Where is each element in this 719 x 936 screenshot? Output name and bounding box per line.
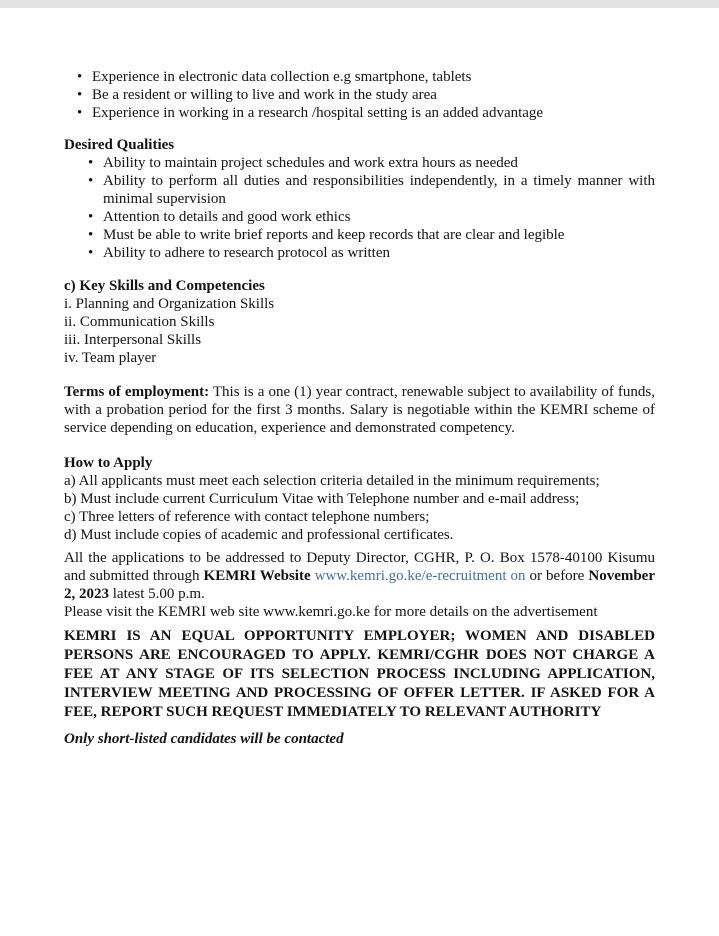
- list-item: c) Three letters of reference with contact telephone numbers;: [64, 509, 430, 525]
- desired-qualities-list: [64, 154, 655, 262]
- submission-text-after: latest 5.00 p.m.: [109, 586, 205, 602]
- list-item: • Ability to maintain project schedules and work extra hours as needed: [64, 154, 655, 172]
- page-top-gutter: [0, 0, 719, 8]
- terms-of-employment-text: This is a one (1) year contract, renewable subject to availability of funds, with a probation period for the first 3 months. Salary is negotiable within the KEMRI scheme of service depending on education, experience and demonstrated competency.: [64, 384, 655, 436]
- list-item: • Must be able to write brief reports and keep records that are clear and legible: [64, 226, 655, 244]
- list-item: b) Must include current Curriculum Vitae with Telephone number and e-mail address;: [64, 491, 580, 507]
- list-item: • Experience in working in a research /hospital setting is an added advantage: [64, 104, 655, 122]
- submission-text: All the applications to be addressed to Deputy Director, CGHR, P. O. Box 1578-40100 Kisumu and submitted through: [64, 550, 655, 584]
- list-item: • Experience in electronic data collection e.g smartphone, tablets: [64, 68, 655, 86]
- list-item: d) Must include copies of academic and professional certificates.: [64, 527, 454, 543]
- kemri-website-label: KEMRI Website: [203, 568, 315, 584]
- list-item: i. Planning and Organization Skills: [64, 296, 275, 312]
- submission-text-between: or before: [525, 568, 589, 584]
- list-item: • Ability to adhere to research protocol as written: [64, 244, 655, 262]
- e-recruitment-link[interactable]: www.kemri.go.ke/e-recruitment on: [314, 568, 526, 584]
- key-skills-heading: c) Key Skills and Competencies: [64, 278, 265, 294]
- list-item: a) All applicants must meet each selection criteria detailed in the minimum requirements;: [64, 473, 600, 489]
- terms-of-employment-paragraph: [64, 383, 655, 437]
- submission-deadline: November 2, 2023: [64, 568, 656, 602]
- list-item: • Be a resident or willing to live and work in the study area: [64, 86, 655, 104]
- requirements-bullet-list: [64, 68, 655, 122]
- list-item: • Attention to details and good work ethics: [64, 208, 655, 226]
- submission-paragraph: [64, 549, 655, 603]
- equal-opportunity-notice: KEMRI IS AN EQUAL OPPORTUNITY EMPLOYER; WOMEN AND DISABLED PERSONS ARE ENCOURAGED TO APPLY. KEMRI/CGHR DOES NOT CHARGE A FEE AT ANY STAGE OF ITS SELECTION PROCESS INCLUDING APPLICATION, INTERVIEW MEETING AND PROCESSING OF OFFER LETTER. IF ASKED FOR A FEE, REPORT SUCH REQUEST IMMEDIATELY TO RELEVANT AUTHORITY: [64, 628, 655, 720]
- desired-qualities-heading: Desired Qualities: [64, 137, 175, 153]
- footer-note: Only short-listed candidates will be contacted: [64, 731, 344, 747]
- list-item: • Ability to perform all duties and responsibilities independently, in a timely manner with minimal supervision: [64, 172, 655, 208]
- document-page: [0, 8, 719, 748]
- how-to-apply-list: [64, 472, 655, 544]
- list-item: ii. Communication Skills: [64, 314, 215, 330]
- terms-of-employment-label: Terms of employment:: [64, 384, 210, 400]
- list-item: iv. Team player: [64, 350, 157, 366]
- website-info-line: Please visit the KEMRI web site www.kemri.go.ke for more details on the advertisement: [64, 604, 598, 620]
- list-item: iii. Interpersonal Skills: [64, 332, 202, 348]
- key-skills-list: [64, 295, 655, 367]
- how-to-apply-heading: How to Apply: [64, 455, 153, 471]
